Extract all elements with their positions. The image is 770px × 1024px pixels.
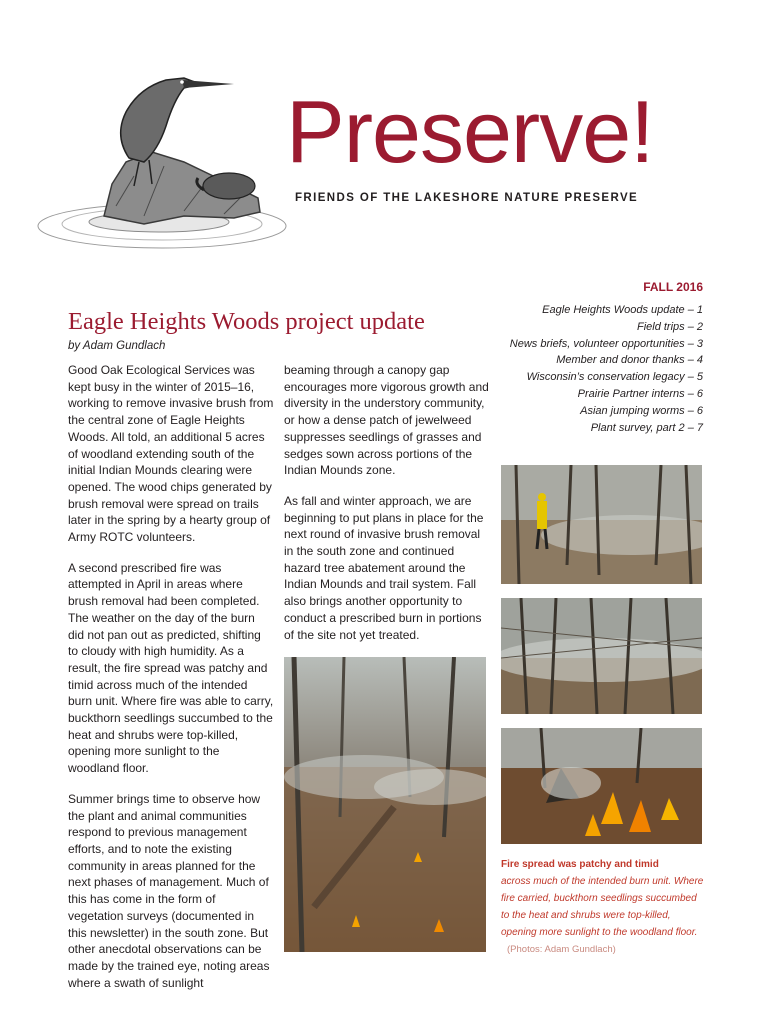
article-title: Eagle Heights Woods project update (68, 308, 425, 335)
article-column-1 (68, 362, 274, 1005)
firefighter-burn-photo (501, 465, 702, 584)
photo-caption (501, 856, 706, 958)
article-paragraph: beaming through a canopy gap encourages more vigorous growth and diversity in the understory community, or how a dense patch of jewelweed suppresses seedlings of grasses and sedges sown across portions of the Indian Mounds zone. (284, 363, 489, 478)
toc-item: Asian jumping worms – 6 (580, 404, 703, 417)
heron-logo-icon (34, 66, 292, 254)
woodland-burn-photo (284, 657, 486, 952)
caption-credit: (Photos: Adam Gundlach) (507, 944, 616, 955)
toc-item: Field trips – 2 (636, 320, 703, 333)
leaf-fire-photo (501, 728, 702, 844)
toc-item: Eagle Heights Woods update – 1 (542, 304, 703, 316)
masthead-subtitle: FRIENDS OF THE LAKESHORE NATURE PRESERVE (295, 192, 639, 204)
article-paragraph: Summer brings time to observe how the plant and animal communities respond to previous management efforts, and to note the existing community in areas planned for the next phases of management. Much of this has come in the form of vegetation surveys (documented in this newsletter) in the south zone. But other anecdotal observations can be made by the trained eye, noting areas where a swath of sunlight (68, 791, 270, 990)
issue-label: FALL 2016 (643, 280, 703, 294)
table-of-contents (470, 302, 703, 436)
article-paragraph: Good Oak Ecological Services was kept busy in the winter of 2015–16, working to remove invasive brush from the central zone of Eagle Heights Woods. All told, an additional 5 acres of woodland extending south of the initial Indian Mounds clearing were opened. The wood chips generated by brush removal were spread on trails later in the spring by a hearty group of Army ROTC volunteers. (68, 363, 274, 545)
article-column-2 (284, 362, 489, 657)
toc-item: Prairie Partner interns – 6 (577, 387, 703, 400)
toc-item: News briefs, volunteer opportunities – 3 (509, 337, 703, 350)
masthead-title: Preserve! (286, 82, 654, 181)
smoky-woods-photo (501, 598, 702, 714)
article-paragraph: A second prescribed fire was attempted in April in areas where brush removal had been completed. The weather on the day of the burn did not pan out as predicted, shifting to cloudy with high humidity. As a result, the fire spread was patchy and timid across much of the intended burn unit. Where fire was able to carry, buckthorn seedlings succumbed to the heat and shrubs were top-killed, opening more sunlight to the woodland floor. (68, 560, 274, 776)
article-paragraph: As fall and winter approach, we are beginning to put plans in place for the next round of invasive brush removal in the south zone and continued hazard tree abatement around the Indian Mounds and trail system. Fall also brings another opportunity to conduct a prescribed burn in portions of the site not yet treated. (284, 493, 484, 642)
caption-body: across much of the intended burn unit. Where fire carried, buckthorn seedlings succumbed to the heat and shrubs were top-killed, opening more sunlight to the woodland floor. (501, 876, 704, 938)
toc-item: Wisconsin’s conservation legacy – 5 (526, 371, 703, 384)
toc-item: Plant survey, part 2 – 7 (590, 421, 703, 434)
toc-item: Member and donor thanks – 4 (556, 354, 703, 367)
caption-lead: Fire spread was patchy and timid (501, 859, 659, 870)
article-byline: by Adam Gundlach (68, 340, 166, 352)
